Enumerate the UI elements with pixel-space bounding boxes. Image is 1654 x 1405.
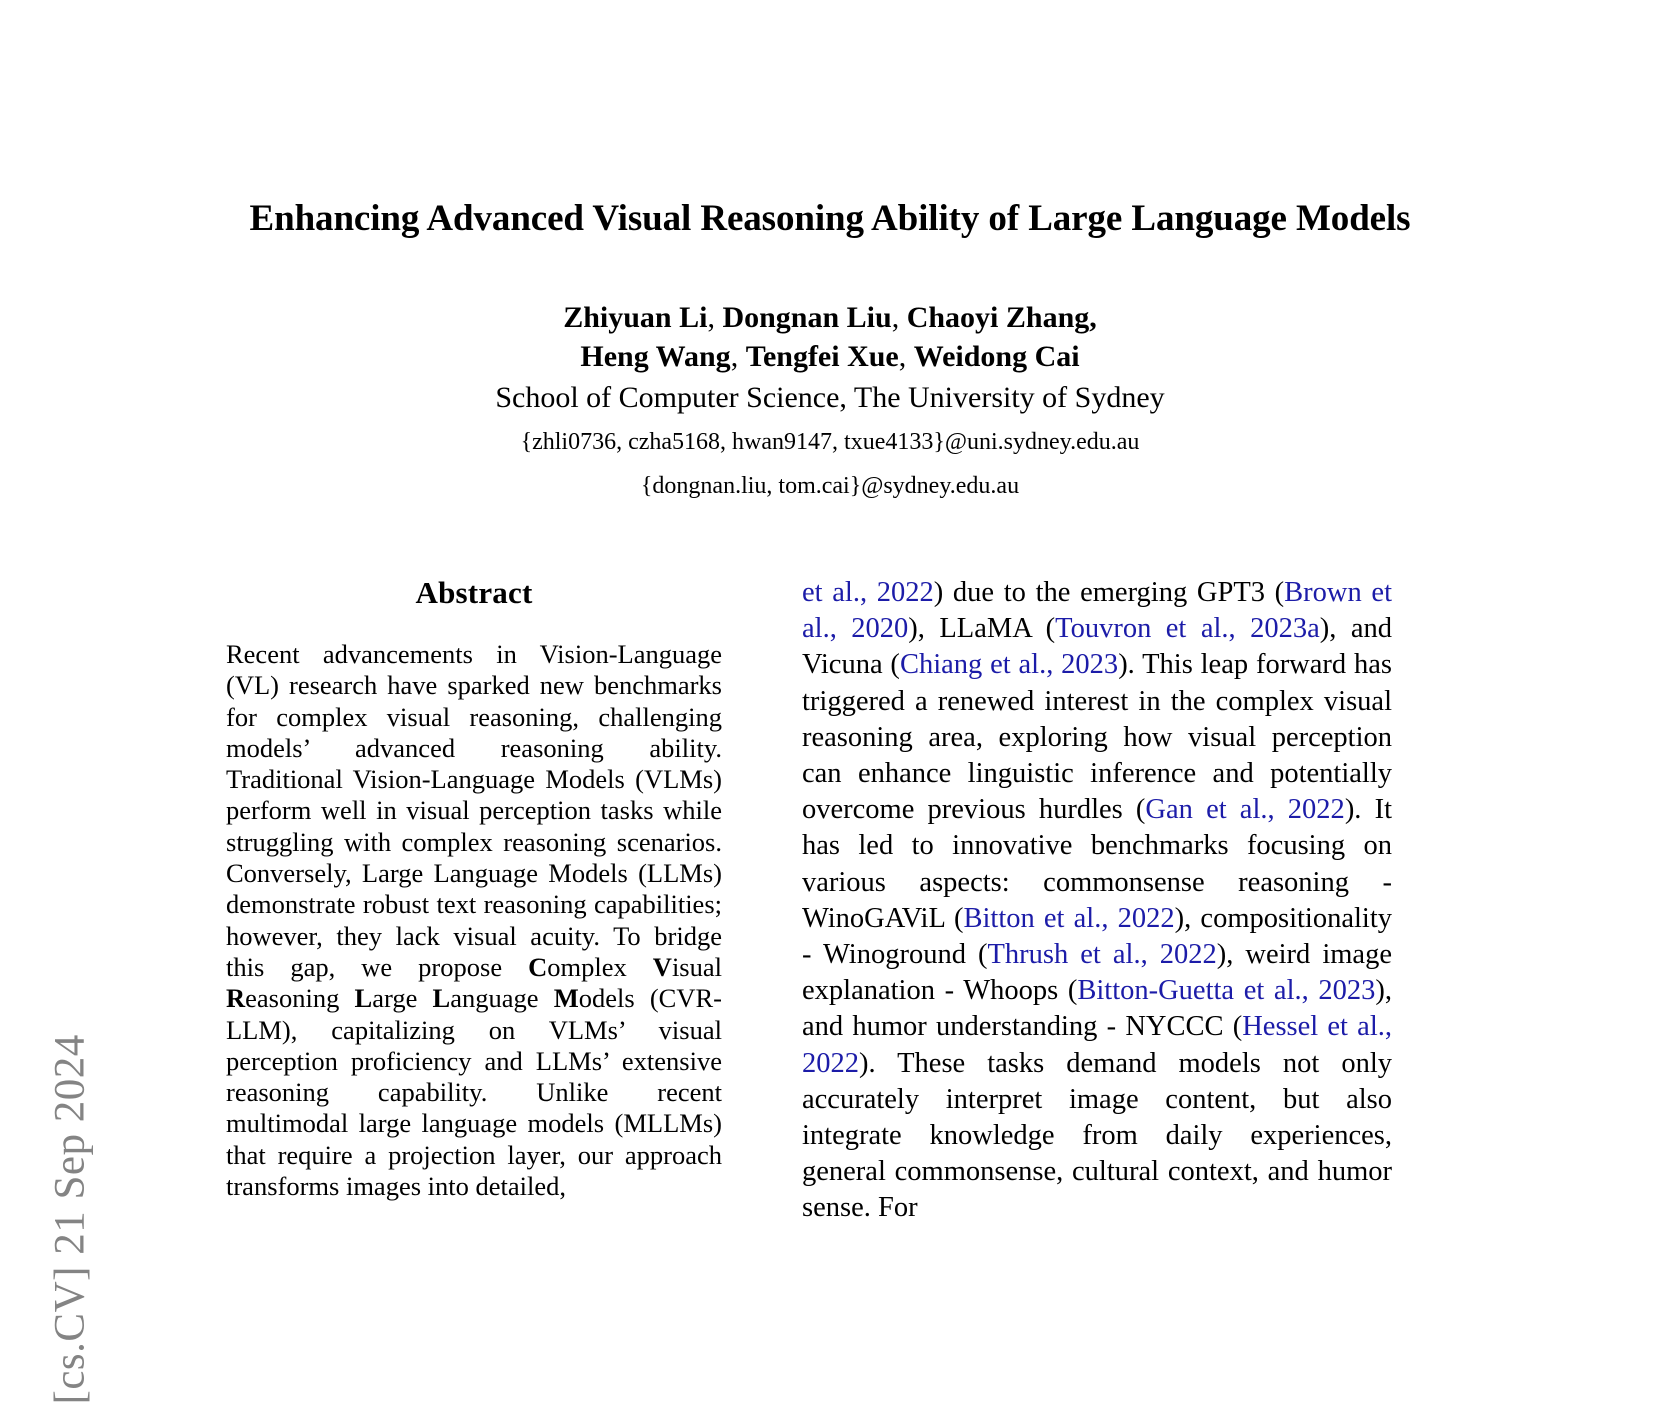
citation-link[interactable]: Chiang et al., 2023 [899,649,1119,681]
abstract-heading: Abstract [415,575,533,610]
author-name: Weidong Cai [913,340,1080,373]
abstract-bold-initial: L [432,983,451,1014]
abstract-bold-initial: V [652,951,672,982]
citation-link[interactable]: Hessel et al., 2022 [802,1011,1392,1079]
intro-segment: ), and Vicuna ( [802,613,1392,681]
citation-link[interactable]: Gan et al., 2022 [1145,794,1345,826]
author-block [180,298,1480,506]
abstract-bold-initial: L [354,983,373,1014]
right-column [802,575,1392,1227]
citation-link[interactable]: Thrush et al., 2022 [987,939,1217,971]
intro-segment: ). These tasks demand models not only accurately interpret image content, but also integrate knowledge from daily experiences, general commonsense, cultural context, and humor sense. For [802,1047,1392,1224]
author-separator: , [898,340,914,373]
intro-text [802,575,1392,1227]
intro-segment: ), compositionality - Winoground ( [802,902,1392,971]
arxiv-stamp [0,0,130,1405]
citation-link[interactable]: Bitton-Guetta et al., 2023 [1077,975,1376,1007]
author-name: Dongnan Liu [722,301,892,334]
abstract-segment: odels (CVR-LLM), capitalizing on VLMs’ visual perception proficiency and LLMs’ extensive reasoning capability. Unlike recent multimodal large language models (MLLMs) that require a projection layer, our approach transforms images into detailed, [226,983,722,1202]
author-separator: , [730,340,746,373]
email-line-uni: {zhli0736, czha5168, hwan9147, txue4133}@uni.sydney.edu.au [520,429,1140,455]
abstract-segment: Recent advancements in Vision-Language (VL) research have sparked new benchmarks for complex visual reasoning, challenging models’ advanced reasoning ability. Traditional Vision-Language Models (VLMs) perform well in visual perception tasks while struggling with complex reasoning scenarios. Conversely, Large Language Models (LLMs) demonstrate robust text reasoning capabilities; however, they lack visual acuity. To bridge this gap, we propose [226,639,722,982]
abstract-segment: omplex [547,951,653,982]
abstract-segment: anguage [450,983,554,1014]
author-line-1 [180,298,1480,337]
abstract-bold-initial: R [226,983,246,1014]
abstract-segment: isual [671,951,722,982]
abstract-segment: easoning [245,983,355,1014]
abstract-segment: arge [372,983,433,1014]
citation-link[interactable]: Touvron et al., 2023a [1055,613,1320,645]
author-name: Tengfei Xue [745,340,899,373]
left-column [226,575,722,1202]
intro-segment: ). This leap forward has triggered a renewed interest in the complex visual reasoning area, exploring how visual perception can enhance linguistic inference and potentially overcome previous hurdles ( [802,649,1392,826]
citation-link[interactable]: Bitton et al., 2022 [963,902,1175,934]
intro-segment: ). It has led to innovative benchmarks focusing on various aspects: commonsense reasoning - WinoGAViL ( [802,794,1393,934]
intro-segment: ), weird image explanation - Whoops ( [802,939,1392,1007]
abstract-text [226,639,722,1202]
abstract-bold-initial: C [528,951,548,982]
citation-link[interactable]: et al., 2022 [802,577,934,608]
author-name: Chaoyi Zhang, [906,301,1097,334]
intro-segment: ) due to the emerging GPT3 ( [933,577,1285,608]
author-name: Zhiyuan Li [563,301,708,334]
abstract-bold-initial: M [553,983,579,1014]
author-name: Heng Wang [580,340,731,373]
citation-link[interactable]: Brown et al., 2020 [802,577,1392,645]
email-line-sydney: {dongnan.liu, tom.cai}@sydney.edu.au [640,473,1020,500]
affiliation: School of Computer Science, The University of Sydney [495,381,1165,414]
intro-segment: ), and humor understanding - NYCCC ( [802,975,1392,1043]
author-line-2 [180,337,1480,376]
page-title: Enhancing Advanced Visual Reasoning Ability of Large Language Models [249,198,1411,239]
author-separator: , [891,301,907,334]
intro-segment: ), LLaMA ( [908,613,1056,645]
title-block [180,196,1480,242]
arxiv-stamp-text: [cs.CV] 21 Sep 2024 [46,1034,94,1405]
author-separator: , [707,301,723,334]
